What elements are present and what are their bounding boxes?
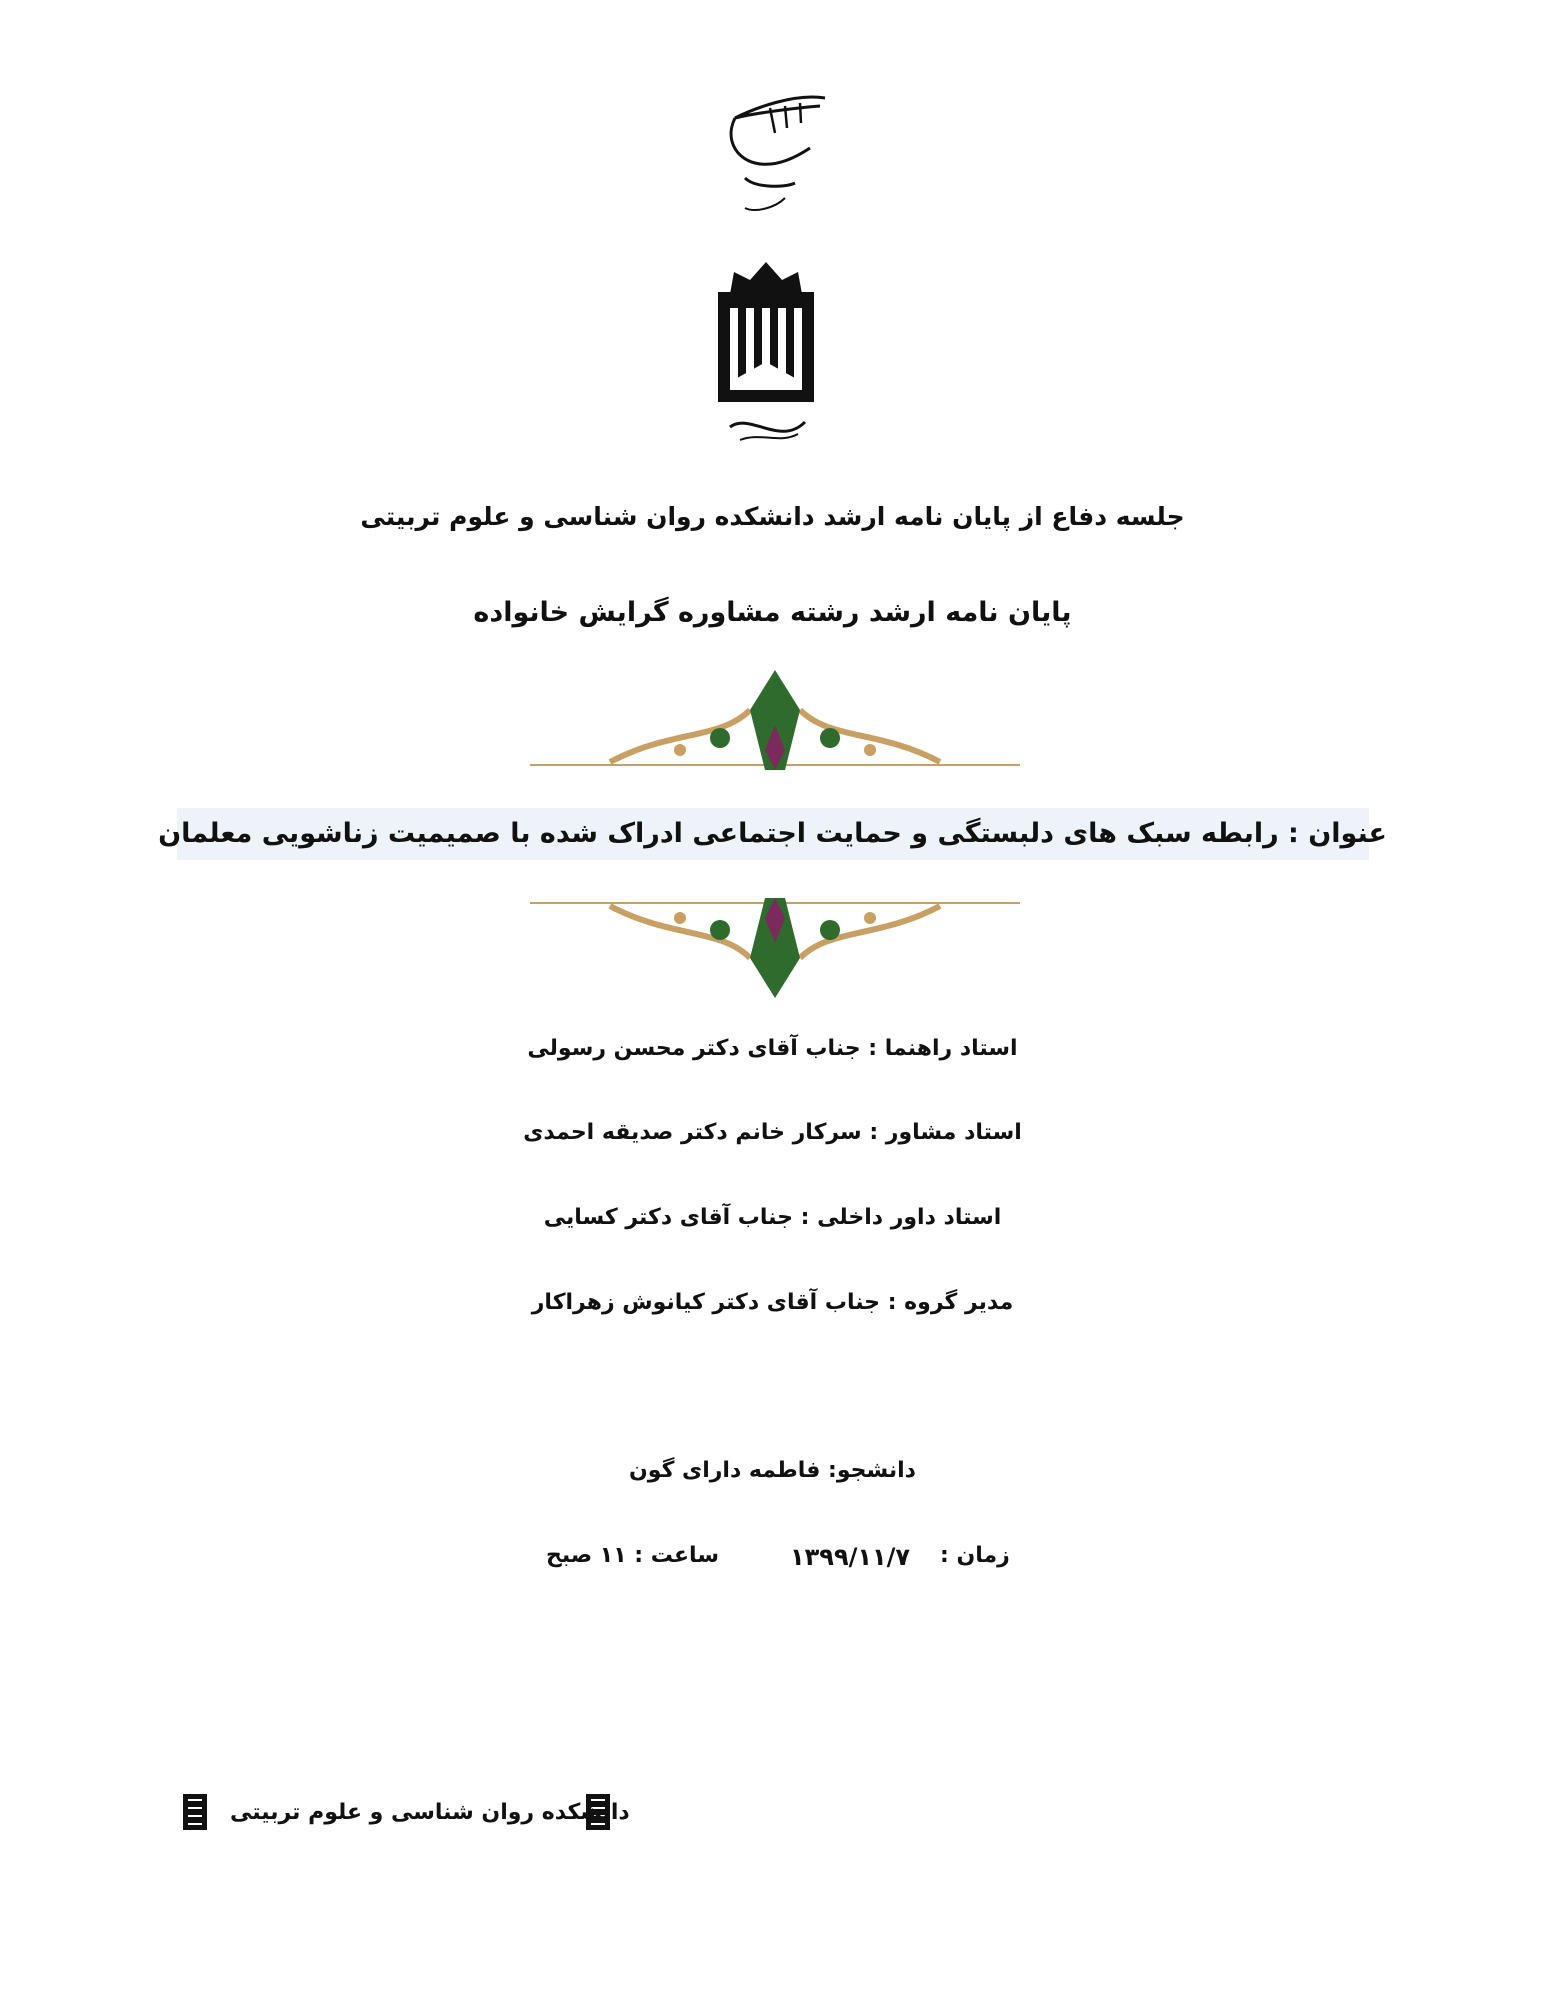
field-heading: پایان نامه ارشد رشته مشاوره گرایش خانواده	[473, 597, 1072, 628]
basmala-calligraphy	[715, 88, 840, 218]
internal-examiner-line: استاد داور داخلی : جناب آقای دکتر کسایی	[543, 1205, 1002, 1230]
thesis-title: عنوان : رابطه سبک های دلبستگی و حمایت اجتماعی ادراک شده با صمیمیت زناشویی معلمان	[158, 818, 1387, 849]
university-logo	[710, 262, 822, 452]
department-head-line: مدیر گروه : جناب آقای دکتر کیانوش زهراکار	[531, 1290, 1014, 1315]
top-ornament	[530, 670, 1020, 780]
date-label: زمان :	[940, 1543, 1010, 1568]
session-heading: جلسه دفاع از پایان نامه ارشد دانشکده روان شناسی و علوم تربیتی	[360, 502, 1185, 531]
supervisor-line: استاد راهنما : جناب آقای دکتر محسن رسولی	[527, 1036, 1018, 1061]
time-value: ساعت : ۱۱ صبح	[546, 1543, 719, 1568]
faculty-emblem-left	[180, 1792, 210, 1832]
date-value: ۱۳۹۹/۱۱/۷	[790, 1543, 911, 1571]
footer-faculty-name: دانشکده روان شناسی و علوم تربیتی	[230, 1800, 630, 1825]
bottom-ornament	[530, 888, 1020, 998]
student-line: دانشجو: فاطمه دارای گون	[629, 1458, 916, 1483]
advisor-line: استاد مشاور : سرکار خانم دکتر صدیقه احمدی	[523, 1120, 1022, 1145]
